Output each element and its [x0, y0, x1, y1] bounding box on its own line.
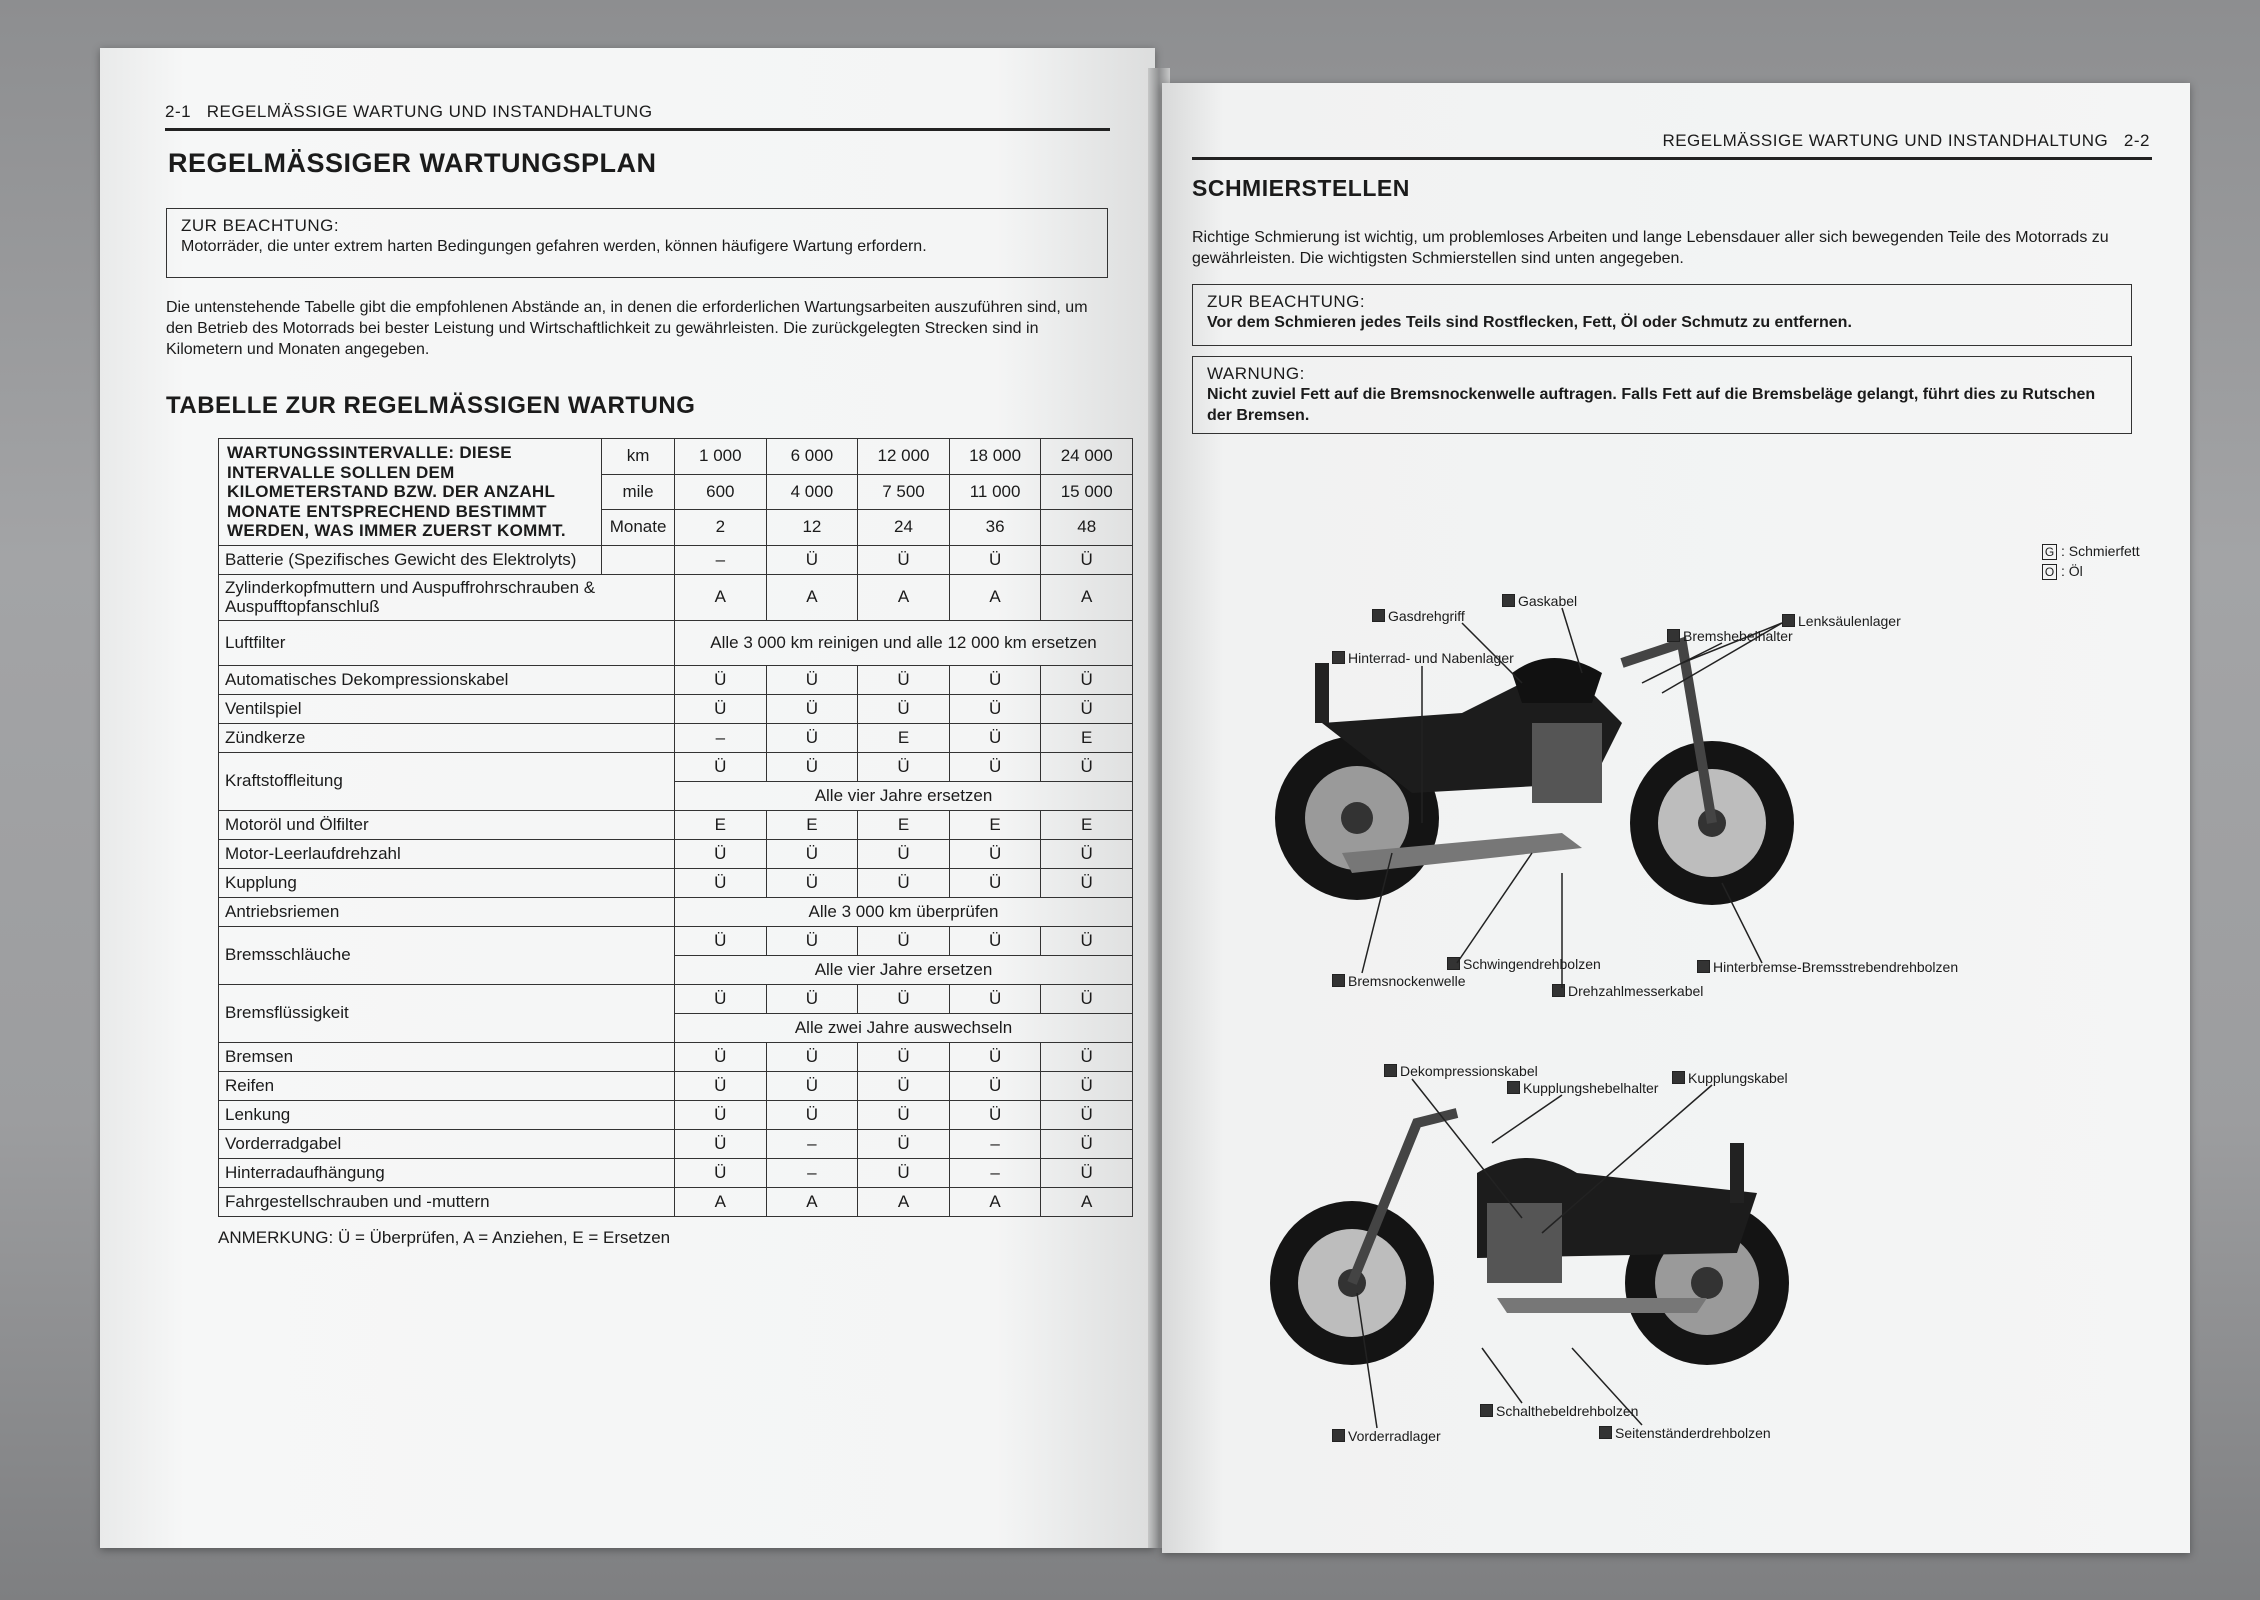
cell: Ü	[858, 545, 950, 574]
cell: –	[949, 1158, 1041, 1187]
cell: –	[949, 1129, 1041, 1158]
cell: Ü	[1041, 984, 1133, 1013]
cell: 15 000	[1041, 474, 1133, 510]
cell: A	[675, 574, 767, 620]
legend-text: : Schmierfett	[2061, 543, 2140, 559]
row-label: Motoröl und Ölfilter	[219, 810, 675, 839]
label-text: Seitenständerdrehbolzen	[1615, 1425, 1771, 1441]
page-title: SCHMIERSTELLEN	[1192, 175, 1410, 201]
label-text: Kupplungshebelhalter	[1523, 1080, 1659, 1096]
section-title: REGELMÄSSIGE WARTUNG UND INSTANDHALTUNG	[1662, 131, 2109, 150]
cell: Ü	[949, 723, 1041, 752]
open-manual	[100, 48, 2190, 1558]
maintenance-table	[218, 438, 1133, 1217]
cell: E	[675, 810, 767, 839]
table-row	[219, 723, 1133, 752]
cell: –	[675, 545, 767, 574]
label-text: Dekompressionskabel	[1400, 1063, 1538, 1079]
notice-box	[166, 208, 1108, 278]
table-row	[219, 897, 1133, 926]
cell: A	[766, 574, 858, 620]
row-label: Motor-Leerlaufdrehzahl	[219, 839, 675, 868]
label-text: Lenksäulenlager	[1798, 613, 1901, 629]
cell: Ü	[675, 752, 767, 781]
left-page	[100, 48, 1155, 1548]
cell: Ü	[766, 1042, 858, 1071]
cell: E	[1041, 810, 1133, 839]
cell: 18 000	[949, 439, 1041, 475]
label-text: Hinterrad- und Nabenlager	[1348, 650, 1514, 666]
row-label: Bremsflüssigkeit	[219, 984, 675, 1042]
cell: Ü	[766, 545, 858, 574]
cell: A	[1041, 574, 1133, 620]
cell: Ü	[858, 1071, 950, 1100]
cell: 600	[675, 474, 767, 510]
cell: Ü	[1041, 665, 1133, 694]
row-label: Kraftstoffleitung	[219, 752, 675, 810]
cell: Ü	[1041, 545, 1133, 574]
cell: 12 000	[858, 439, 950, 475]
label-text: Bremshebelhalter	[1683, 628, 1793, 644]
cell: Alle vier Jahre ersetzen	[675, 955, 1133, 984]
cell: 24	[858, 510, 950, 546]
table-row	[219, 694, 1133, 723]
cell: Ü	[766, 665, 858, 694]
cell: Ü	[858, 868, 950, 897]
cell: A	[949, 1187, 1041, 1216]
warning-label: WARNUNG:	[1207, 364, 1305, 383]
row-label: Luftfilter	[219, 620, 675, 665]
cell: Ü	[766, 1100, 858, 1129]
page-number: 2-2	[2123, 131, 2150, 150]
cell: Ü	[858, 1158, 950, 1187]
cell: Ü	[766, 694, 858, 723]
row-label: Ventilspiel	[219, 694, 675, 723]
cell: Ü	[949, 1100, 1041, 1129]
cell: Ü	[949, 665, 1041, 694]
cell: Ü	[766, 1071, 858, 1100]
row-label: Batterie (Spezifisches Gewicht des Elektrolyts)	[219, 545, 602, 574]
cell: Ü	[675, 694, 767, 723]
cell: E	[949, 810, 1041, 839]
cell: A	[675, 1187, 767, 1216]
table-row	[219, 1100, 1133, 1129]
cell: 6 000	[766, 439, 858, 475]
cell: Ü	[766, 839, 858, 868]
page-header-left	[165, 102, 653, 122]
cell: Ü	[949, 1071, 1041, 1100]
header-rule	[165, 128, 1110, 131]
cell: Ü	[675, 1158, 767, 1187]
row-label: Kupplung	[219, 868, 675, 897]
cell: Ü	[766, 984, 858, 1013]
cell: A	[858, 574, 950, 620]
cell: 36	[949, 510, 1041, 546]
table-row	[219, 574, 1133, 620]
cell: Ü	[1041, 1100, 1133, 1129]
cell: Ü	[858, 1100, 950, 1129]
row-label: Hinterradaufhängung	[219, 1158, 675, 1187]
label-text: Gasdrehgriff	[1388, 608, 1465, 624]
cell: Ü	[766, 723, 858, 752]
cell: Ü	[949, 1042, 1041, 1071]
cell: E	[858, 723, 950, 752]
row-label: Fahrgestellschrauben und -muttern	[219, 1187, 675, 1216]
cell: Ü	[766, 926, 858, 955]
cell: Ü	[675, 839, 767, 868]
label-text: Hinterbremse-Bremsstrebendrehbolzen	[1713, 959, 1959, 975]
table-row	[219, 1129, 1133, 1158]
warning-text: Nicht zuviel Fett auf die Bremsnockenwelle auftragen. Falls Fett auf die Bremsbeläge gelangt, führt dies zu Rutschen der Bremsen.	[1207, 386, 2096, 424]
cell: Ü	[1041, 694, 1133, 723]
cell: 2	[675, 510, 767, 546]
unit-mile: mile	[602, 474, 675, 510]
cell: Ü	[766, 868, 858, 897]
leader-lines	[1162, 83, 2190, 1553]
cell: Ü	[675, 1042, 767, 1071]
cell: Ü	[1041, 1071, 1133, 1100]
cell: A	[766, 1187, 858, 1216]
cell: Ü	[949, 984, 1041, 1013]
cell: Ü	[858, 665, 950, 694]
table-row	[219, 868, 1133, 897]
cell: E	[766, 810, 858, 839]
row-label: Lenkung	[219, 1100, 675, 1129]
table-row	[219, 1187, 1133, 1216]
cell: 1 000	[675, 439, 767, 475]
table-row	[219, 545, 1133, 574]
cell: Ü	[949, 839, 1041, 868]
row-label: Zündkerze	[219, 723, 675, 752]
cell: Ü	[949, 694, 1041, 723]
cell: Ü	[949, 752, 1041, 781]
cell: A	[1041, 1187, 1133, 1216]
cell: Ü	[675, 926, 767, 955]
table-row	[219, 620, 1133, 665]
intro-paragraph: Richtige Schmierung ist wichtig, um problemloses Arbeiten und lange Lebensdauer aller sich bewegenden Teile des Motorrads zu gewährleisten. Die wichtigsten Schmierstellen sind unten angegeben.	[1192, 229, 2109, 267]
cell: Alle 3 000 km reinigen und alle 12 000 km ersetzen	[675, 620, 1133, 665]
cell: Ü	[1041, 839, 1133, 868]
interval-header: WARTUNGSSINTERVALLE: DIESE INTERVALLE SOLLEN DEM KILOMETERSTAND BZW. DER ANZAHL MONATE ENTSPRECHEND BESTIMMT WERDEN, WAS IMMER ZUERST KOMMT.	[219, 439, 602, 546]
cell: Ü	[858, 839, 950, 868]
cell: Ü	[675, 665, 767, 694]
table-row	[219, 926, 1133, 955]
table-row	[219, 984, 1133, 1013]
cell: –	[766, 1129, 858, 1158]
cell: Ü	[675, 1100, 767, 1129]
cell: 24 000	[1041, 439, 1133, 475]
row-label: Automatisches Dekompressionskabel	[219, 665, 675, 694]
cell: Ü	[858, 1129, 950, 1158]
cell: Ü	[766, 752, 858, 781]
cell: Ü	[949, 545, 1041, 574]
page-number: 2-1	[165, 102, 192, 121]
table-row	[219, 1071, 1133, 1100]
label-text: Gaskabel	[1518, 593, 1578, 609]
table-footnote: ANMERKUNG: Ü = Überprüfen, A = Anziehen, E = Ersetzen	[218, 1228, 671, 1247]
cell: Ü	[1041, 926, 1133, 955]
cell: –	[675, 723, 767, 752]
row-label: Zylinderkopfmuttern und Auspuffrohrschrauben & Auspufftopfanschluß	[219, 574, 675, 620]
table-title: TABELLE ZUR REGELMÄSSIGEN WARTUNG	[166, 392, 696, 419]
cell: Ü	[949, 926, 1041, 955]
row-label: Antriebsriemen	[219, 897, 675, 926]
cell: Ü	[675, 1129, 767, 1158]
cell: 7 500	[858, 474, 950, 510]
cell: E	[858, 810, 950, 839]
cell: Ü	[1041, 752, 1133, 781]
legend-text: : Öl	[2061, 563, 2083, 579]
label-text: Schalthebeldrehbolzen	[1496, 1403, 1639, 1419]
right-page	[1162, 83, 2190, 1553]
notice-text: Vor dem Schmieren jedes Teils sind Rostflecken, Fett, Öl oder Schmutz zu entfernen.	[1207, 314, 1852, 332]
table-row	[219, 839, 1133, 868]
cell: Ü	[858, 984, 950, 1013]
cell: –	[766, 1158, 858, 1187]
label-text: Drehzahlmesserkabel	[1568, 983, 1704, 999]
label-text: Kupplungskabel	[1688, 1070, 1788, 1086]
cell: 48	[1041, 510, 1133, 546]
grease-key-icon: G	[2042, 544, 2057, 560]
cell: Ü	[1041, 1042, 1133, 1071]
cell: Ü	[675, 984, 767, 1013]
cell: Ü	[675, 1071, 767, 1100]
cell: E	[1041, 723, 1133, 752]
oil-key-icon: O	[2042, 564, 2057, 580]
unit-months: Monate	[602, 510, 675, 546]
intro-paragraph: Die untenstehende Tabelle gibt die empfohlenen Abstände an, in denen die erforderlichen Wartungsarbeiten auszuführen sind, um den Betrieb des Motorrads bei bester Leistung und Wirtschaftlichkeit zu gewährleisten. Die zurückgelegten Strecken sind in Kilometern und Monaten angegeben.	[166, 299, 1088, 358]
table-row	[219, 810, 1133, 839]
table-row	[219, 752, 1133, 781]
table-row	[219, 1042, 1133, 1071]
cell: Ü	[858, 926, 950, 955]
cell: A	[858, 1187, 950, 1216]
cell: Ü	[1041, 1129, 1133, 1158]
cell: Ü	[675, 868, 767, 897]
cell: Alle 3 000 km überprüfen	[675, 897, 1133, 926]
table-row	[219, 1158, 1133, 1187]
row-label: Bremsen	[219, 1042, 675, 1071]
unit-km: km	[602, 439, 675, 475]
cell: Ü	[1041, 868, 1133, 897]
label-text: Schwingendrehbolzen	[1463, 956, 1601, 972]
row-label: Bremsschläuche	[219, 926, 675, 984]
section-title: REGELMÄSSIGE WARTUNG UND INSTANDHALTUNG	[206, 102, 653, 121]
cell: 11 000	[949, 474, 1041, 510]
cell: Ü	[858, 694, 950, 723]
cell: Ü	[1041, 1158, 1133, 1187]
notice-label: ZUR BEACHTUNG:	[1207, 292, 1366, 311]
table-row	[219, 665, 1133, 694]
row-label: Vorderradgabel	[219, 1129, 675, 1158]
cell: 12	[766, 510, 858, 546]
cell: A	[949, 574, 1041, 620]
cell: Alle zwei Jahre auswechseln	[675, 1013, 1133, 1042]
row-label: Reifen	[219, 1071, 675, 1100]
cell: 4 000	[766, 474, 858, 510]
cell: Ü	[858, 752, 950, 781]
label-text: Vorderradlager	[1348, 1428, 1441, 1444]
notice-text: Motorräder, die unter extrem harten Bedingungen gefahren werden, können häufigere Wartung erfordern.	[181, 238, 927, 256]
cell: Ü	[949, 868, 1041, 897]
page-title: REGELMÄSSIGER WARTUNGSPLAN	[168, 148, 657, 178]
notice-label: ZUR BEACHTUNG:	[181, 216, 340, 235]
label-text: Bremsnockenwelle	[1348, 973, 1466, 989]
cell: Ü	[858, 1042, 950, 1071]
cell: Alle vier Jahre ersetzen	[675, 781, 1133, 810]
